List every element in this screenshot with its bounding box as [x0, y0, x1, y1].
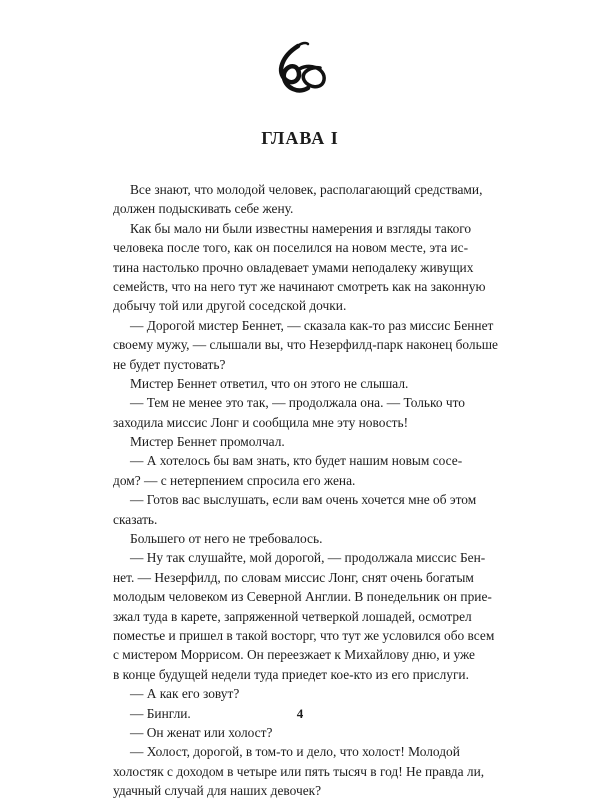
text-line: добычу той или другой соседской дочки. [113, 298, 347, 314]
text-line: удачный случай для наших девочек? [113, 783, 322, 799]
text-line: семейств, что на него тут же начинают смотреть как на законную [113, 278, 486, 294]
text-line: — Тем не менее это так, — продолжала она. — Только что [130, 395, 465, 411]
text-line: холостяк с доходом в четыре или пять тысяч в год! Не правда ли, [113, 763, 485, 779]
text-line: в конце будущей недели туда приедет кое-кто из его прислуги. [113, 666, 469, 682]
text-line: — Холост, дорогой, в том-то и дело, что холост! Молодой [130, 744, 460, 760]
text-line: дом? — с нетерпением спросила его жена. [113, 472, 356, 488]
text-line: Мистер Беннет промолчал. [130, 434, 285, 450]
text-line: с мистером Моррисом. Он переезжает к Михайлову дню, и уже [113, 647, 475, 663]
text-line: — А как его зовут? [130, 686, 240, 702]
text-line: поместье и пришел в такой восторг, что тут же условился обо всем [113, 627, 495, 643]
page-number: 4 [296, 706, 304, 721]
text-line: Мистер Беннет ответил, что он этого не слышал. [130, 375, 409, 391]
chapter-title: ГЛАВА I [261, 128, 339, 148]
text-line: молодым человеком из Северной Англии. В понедельник он прие- [113, 589, 492, 605]
text-line: сказать. [113, 511, 158, 527]
text-line: нет. — Незерфилд, по словам миссис Лонг, снят очень богатым [113, 569, 474, 585]
text-line: — Бингли. [130, 705, 191, 721]
text-line: Большего от него не требовалось. [130, 531, 323, 547]
text-line: — Он женат или холост? [130, 724, 273, 740]
text-line: — Ну так слушайте, мой дорогой, — продолжала миссис Бен- [130, 550, 486, 566]
text-line: Все знают, что молодой человек, располагающий средствами, [130, 182, 483, 197]
flourish-ornament-icon [268, 38, 332, 98]
text-line: своему мужу, — слышали вы, что Незерфилд-парк наконец больше [113, 337, 498, 353]
text-line: — А хотелось бы вам знать, кто будет нашим новым сосе- [130, 453, 463, 469]
text-line: тина настолько прочно овладевает умами неподалеку живущих [113, 259, 474, 275]
text-line: — Готов вас выслушать, если вам очень хочется мне об этом [130, 492, 477, 508]
text-line: — Дорогой мистер Беннет, — сказала как-то раз миссис Беннет [130, 317, 494, 333]
text-line: должен подыскивать себе жену. [113, 201, 294, 217]
text-line: человека после того, как он поселился на новом месте, эта ис- [113, 240, 469, 256]
text-line: заходила миссис Лонг и сообщила мне эту новость! [113, 414, 409, 430]
text-line: не будет пустовать? [113, 356, 226, 372]
text-line: Как бы мало ни были известны намерения и взгляды такого [130, 220, 472, 236]
text-line: зжал туда в карете, запряженной четверкой лошадей, осмотрел [113, 608, 472, 624]
